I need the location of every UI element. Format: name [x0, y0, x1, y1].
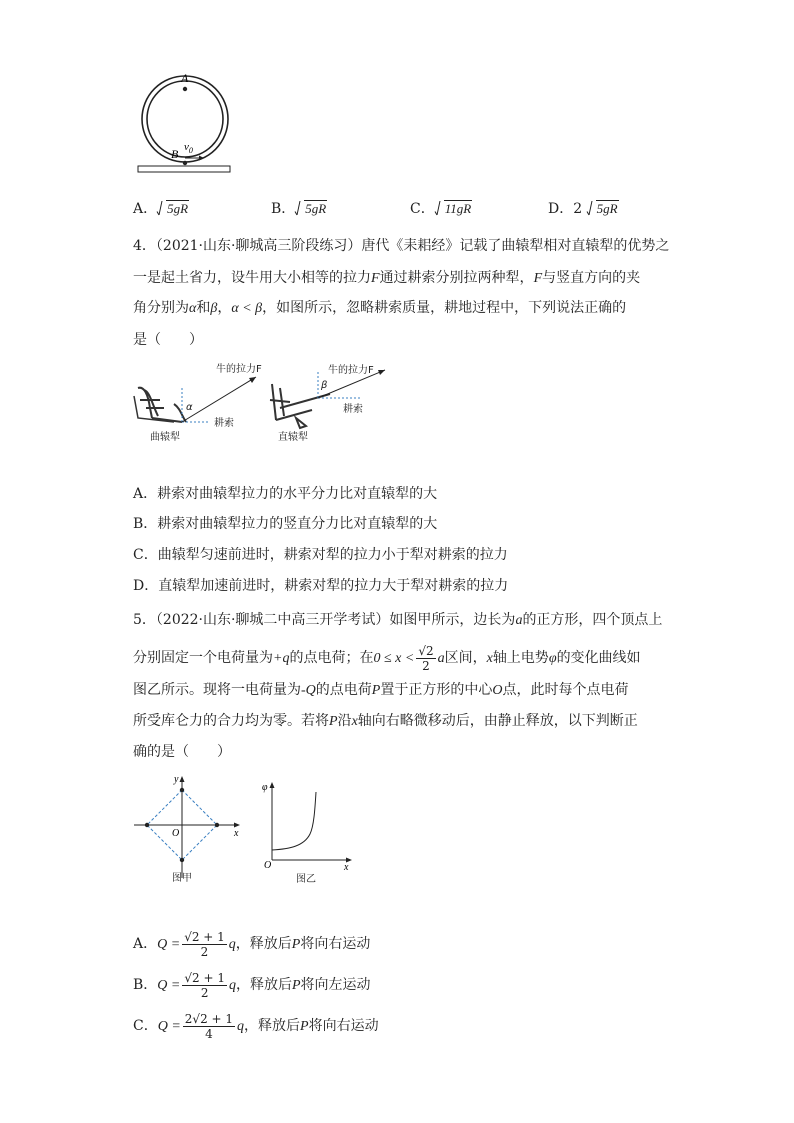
q4-option-c[interactable]: C．曲辕犁匀速前进时，耕索对犁的拉力小于犁对耕索的拉力: [133, 547, 508, 563]
yi-caption: 图乙: [296, 874, 316, 885]
q5-line-2: 分别固定一个电荷量为+q的点电荷；在0 ≤ x < $\frac{√2}{2}$ a区间，x轴上电势φ的变化曲线如: [133, 643, 641, 673]
right-caption: 直辕犁: [278, 432, 308, 443]
q5-option-b[interactable]: B．Q = $\frac{√2 + 1}{2}$ q，释放后P将向左运动: [133, 970, 371, 1000]
q4-option-b[interactable]: B．耕索对曲辕犁拉力的竖直分力比对直辕犁的大: [133, 516, 438, 532]
q4-option-d[interactable]: D．直辕犁加速前进时，耕索对犁的拉力大于犁对耕索的拉力: [133, 578, 509, 594]
label-a: A: [181, 71, 189, 85]
left-rope-label: 耕索: [214, 418, 234, 429]
q5-line-5: 确的是（ ）: [133, 744, 231, 760]
label-v0: $v_0$: [184, 141, 193, 155]
q4-line-2: 一是起土省力，设牛用大小相等的拉力F通过耕索分别拉两种犁，F与竖直方向的夹: [133, 270, 641, 286]
left-force-label: 牛的拉力F: [216, 364, 262, 375]
axis-x-label: x: [234, 828, 239, 839]
jia-caption: 图甲: [172, 873, 192, 884]
q5-option-a[interactable]: A．Q = $\frac{√2 + 1}{2}$ q，释放后P将向右运动: [133, 929, 371, 959]
q4-line-4: 是（ ）: [133, 332, 203, 348]
q4-line-1: 4．（2021·山东·聊城高三阶段练习）唐代《耒耜经》记载了曲辕犁相对直辕犁的优势之: [133, 238, 670, 254]
axis-phi-label: φ: [262, 782, 268, 793]
q5-figure-jia: [130, 770, 245, 885]
origin-label: O: [172, 828, 180, 839]
left-caption: 曲辕犁: [150, 432, 180, 443]
axis-x2-label: x: [344, 862, 349, 873]
origin-o-label: O: [264, 860, 272, 871]
q5-figure-yi: [260, 778, 360, 888]
label-b: B: [171, 147, 179, 161]
q3-option-a[interactable]: A． 5gR: [133, 201, 189, 217]
right-angle-label: β: [321, 380, 328, 391]
q5-line-1: 5．（2022·山东·聊城二中高三开学考试）如图甲所示，边长为a的正方形，四个顶点上: [133, 612, 663, 628]
q3-option-d[interactable]: D．2 5gR: [548, 201, 618, 217]
plow-figure: [130, 360, 400, 445]
circular-track-figure: [130, 70, 240, 180]
q5-line-3: 图乙所示。现将一电荷量为-Q的点电荷P置于正方形的中心O点，此时每个点电荷: [133, 682, 629, 698]
q4-line-3: 角分别为α和β，α < β，如图所示，忽略耕索质量，耕地过程中，下列说法正确的: [133, 300, 627, 316]
q5-option-c[interactable]: C．Q = $\frac{2√2 + 1}{4}$ q，释放后P将向右运动: [133, 1011, 379, 1041]
right-force-label: 牛的拉力F: [328, 365, 374, 376]
q3-option-c[interactable]: C． 11gR: [410, 201, 472, 217]
q4-option-a[interactable]: A．耕索对曲辕犁拉力的水平分力比对直辕犁的大: [133, 486, 438, 502]
right-rope-label: 耕索: [343, 404, 363, 415]
q5-line-4: 所受库仑力的合力均为零。若将P沿x轴向右略微移动后，由静止释放，以下判断正: [133, 713, 638, 729]
q3-option-b[interactable]: B． 5gR: [271, 201, 327, 217]
left-angle-label: α: [186, 402, 193, 413]
curved-plow-drawing: [134, 388, 186, 422]
axis-y-label: y: [174, 774, 179, 785]
